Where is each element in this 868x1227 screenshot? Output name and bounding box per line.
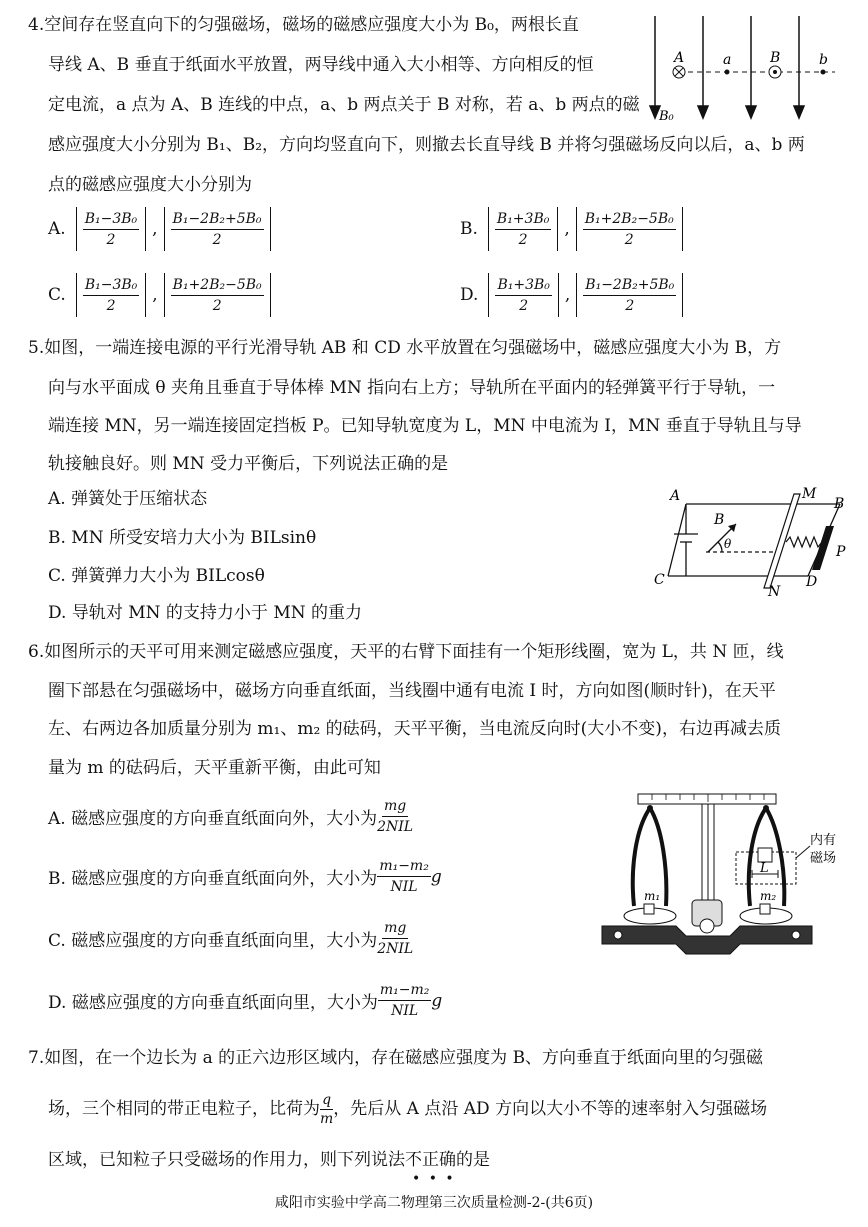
- q6-line-3: 左、右两边各加质量分别为 m₁、m₂ 的砝码，天平平衡，当电流反向时(大小不变)，右边再减去质: [48, 719, 781, 739]
- q4-option-d-label: D.: [460, 285, 479, 305]
- q5-fig-label-A: A: [670, 488, 681, 504]
- q4-a-f2-den: 2: [212, 231, 222, 248]
- q6-fig-note-2: 磁场: [810, 851, 837, 866]
- q4-line-5: 点的磁感应强度大小分别为: [48, 175, 252, 195]
- q4-c-f1-den: 2: [106, 297, 116, 314]
- q5-fig-label-N: N: [768, 584, 781, 599]
- q4-d-f1-num: B₁+3B₀: [495, 277, 551, 296]
- q4-d-f2-num: B₁−2B₂+5B₀: [583, 277, 676, 296]
- q7-frac-num: q: [322, 1092, 332, 1108]
- q4-option-b[interactable]: [460, 207, 683, 251]
- q4-line-3: 定电流，a 点为 A、B 连线的中点，a、b 两点关于 B 对称，若 a、b 两点的磁: [48, 95, 640, 115]
- q6-option-b-text: B. 磁感应强度的方向垂直纸面向外，大小为: [48, 869, 378, 889]
- q4-b-sep: ,: [564, 219, 570, 239]
- q4-option-b-label: B.: [460, 219, 478, 239]
- q4-option-c[interactable]: [48, 273, 271, 317]
- q4-a-sep: ,: [152, 219, 158, 239]
- q4-d-sep: ,: [564, 285, 571, 305]
- q4-b-f1-den: 2: [518, 231, 528, 248]
- q7-line-2b: ，先后从 A 点沿 AD 方向以大小不等的速率射入匀强磁场: [333, 1099, 768, 1119]
- q4-fig-label-A: A: [674, 50, 685, 66]
- q7-frac-den: m: [320, 1111, 334, 1127]
- q6-option-d[interactable]: [48, 982, 442, 1019]
- q5-fig-label-theta: θ: [724, 537, 732, 551]
- q4-c-f1-num: B₁−3B₀: [83, 277, 139, 296]
- q6-fig-label-m2: m₂: [760, 889, 777, 903]
- q5-figure: [648, 484, 858, 599]
- page-footer: 咸阳市实验中学高二物理第三次质量检测-2-(共6页): [274, 1195, 594, 1211]
- q4-option-d[interactable]: [460, 273, 683, 317]
- q5-line-3: 端连接 MN，另一端连接固定挡板 P。已知导轨宽度为 L，MN 中电流为 I，MN 垂直于导轨且与导: [48, 416, 802, 436]
- q6-c-den: 2NIL: [377, 941, 414, 957]
- q6-fig-note-1: 内有: [810, 833, 837, 848]
- q6-option-b[interactable]: [48, 858, 442, 895]
- q4-c-f2-den: 2: [212, 297, 222, 314]
- q5-option-a[interactable]: A. 弹簧处于压缩状态: [48, 489, 208, 509]
- q4-a-f2-num: B₁−2B₂+5B₀: [171, 211, 264, 230]
- q4-c-sep: ,: [152, 285, 158, 305]
- q5-option-b[interactable]: B. MN 所受安培力大小为 BILsinθ: [48, 528, 317, 548]
- q6-b-tail: g: [430, 866, 442, 887]
- q6-d-tail: g: [431, 990, 443, 1011]
- q6-line-2: 圈下部悬在匀强磁场中，磁场方向垂直纸面，当线圈中通有电流 I 时，方向如图(顺时针)，在天平: [48, 681, 776, 701]
- q5-fig-label-Bvec: B: [714, 512, 725, 528]
- q5-option-c[interactable]: C. 弹簧弹力大小为 BILcosθ: [48, 566, 265, 586]
- q5-fig-label-C: C: [654, 572, 665, 588]
- q6-a-num: mg: [382, 798, 408, 817]
- q4-fig-label-a: a: [723, 52, 732, 68]
- q5-line-1: 5.如图，一端连接电源的平行光滑导轨 AB 和 CD 水平放置在匀强磁场中，磁感应强度大小为 B，方: [28, 338, 782, 358]
- q6-option-a-text: A. 磁感应强度的方向垂直纸面向外，大小为: [48, 809, 378, 829]
- q4-figure: [645, 8, 845, 126]
- q7-emphasis-dots: • • •: [412, 1171, 456, 1187]
- q4-line-1: 4.空间存在竖直向下的匀强磁场，磁场的磁感应强度大小为 B₀，两根长直: [28, 15, 579, 35]
- q6-b-num: m₁−m₂: [377, 858, 431, 877]
- q4-c-f2-num: B₁+2B₂−5B₀: [171, 277, 264, 296]
- q5-option-d[interactable]: D. 导轨对 MN 的支持力小于 MN 的重力: [48, 603, 363, 623]
- q7-line-1: 7.如图，在一个边长为 a 的正六边形区域内，存在磁感应强度为 B、方向垂直于纸面向里的匀强磁: [28, 1048, 764, 1068]
- q7-line-2a: 场，三个相同的带正电粒子，比荷为: [48, 1099, 320, 1119]
- q4-b-f2-den: 2: [624, 231, 634, 248]
- q4-fig-label-b: b: [819, 52, 828, 68]
- q4-fig-label-B0: B₀: [659, 109, 674, 124]
- q4-d-f2-den: 2: [625, 297, 635, 314]
- q6-option-a[interactable]: [48, 798, 413, 835]
- q4-line-4: 感应强度大小分别为 B₁、B₂，方向均竖直向下，则撤去长直导线 B 并将匀强磁场反向以后，a、b 两: [48, 135, 805, 155]
- q6-balance-figure: [596, 788, 856, 963]
- q5-line-4: 轨接触良好。则 MN 受力平衡后，下列说法正确的是: [48, 454, 449, 474]
- q6-b-den: NIL: [390, 879, 418, 895]
- q4-a-f1-num: B₁−3B₀: [83, 211, 139, 230]
- q6-option-d-text: D. 磁感应强度的方向垂直纸面向里，大小为: [48, 993, 378, 1013]
- q6-d-den: NIL: [391, 1003, 419, 1019]
- q6-line-4: 量为 m 的砝码后，天平重新平衡，由此可知: [48, 758, 381, 778]
- q5-fig-label-B: B: [834, 496, 845, 512]
- q7-line-2: [48, 1093, 767, 1126]
- q6-option-c-text: C. 磁感应强度的方向垂直纸面向里，大小为: [48, 931, 378, 951]
- q6-option-c[interactable]: [48, 920, 413, 957]
- q5-fig-label-D: D: [806, 574, 818, 590]
- q5-line-2: 向与水平面成 θ 夹角且垂直于导体棒 MN 指向右上方；导轨所在平面内的轻弹簧平行于导轨，一: [48, 378, 776, 398]
- q6-line-1: 6.如图所示的天平可用来测定磁感应强度，天平的右臂下面挂有一个矩形线圈，宽为 L，共 N 匝，线: [28, 642, 784, 662]
- q5-fig-label-M: M: [802, 486, 817, 502]
- q6-fig-label-L: L: [760, 861, 769, 876]
- q4-option-a-label: A.: [48, 219, 66, 239]
- q4-line-2: 导线 A、B 垂直于纸面水平放置，两导线中通入大小相等、方向相反的恒: [48, 55, 594, 75]
- q7-line-3: 区域，已知粒子只受磁场的作用力，则下列说法不正确的是: [48, 1150, 490, 1170]
- q4-fig-label-B: B: [770, 50, 781, 66]
- q6-a-den: 2NIL: [377, 819, 414, 835]
- q4-b-f1-num: B₁+3B₀: [495, 211, 551, 230]
- q6-c-num: mg: [382, 920, 408, 939]
- q4-b-f2-num: B₁+2B₂−5B₀: [583, 211, 676, 230]
- q4-a-f1-den: 2: [106, 231, 116, 248]
- q6-fig-label-m1: m₁: [644, 889, 661, 903]
- q4-option-a[interactable]: [48, 207, 271, 251]
- q5-fig-label-P: P: [836, 544, 846, 560]
- q4-d-f1-den: 2: [519, 297, 529, 314]
- q6-d-num: m₁−m₂: [378, 982, 432, 1001]
- q4-option-c-label: C.: [48, 285, 66, 305]
